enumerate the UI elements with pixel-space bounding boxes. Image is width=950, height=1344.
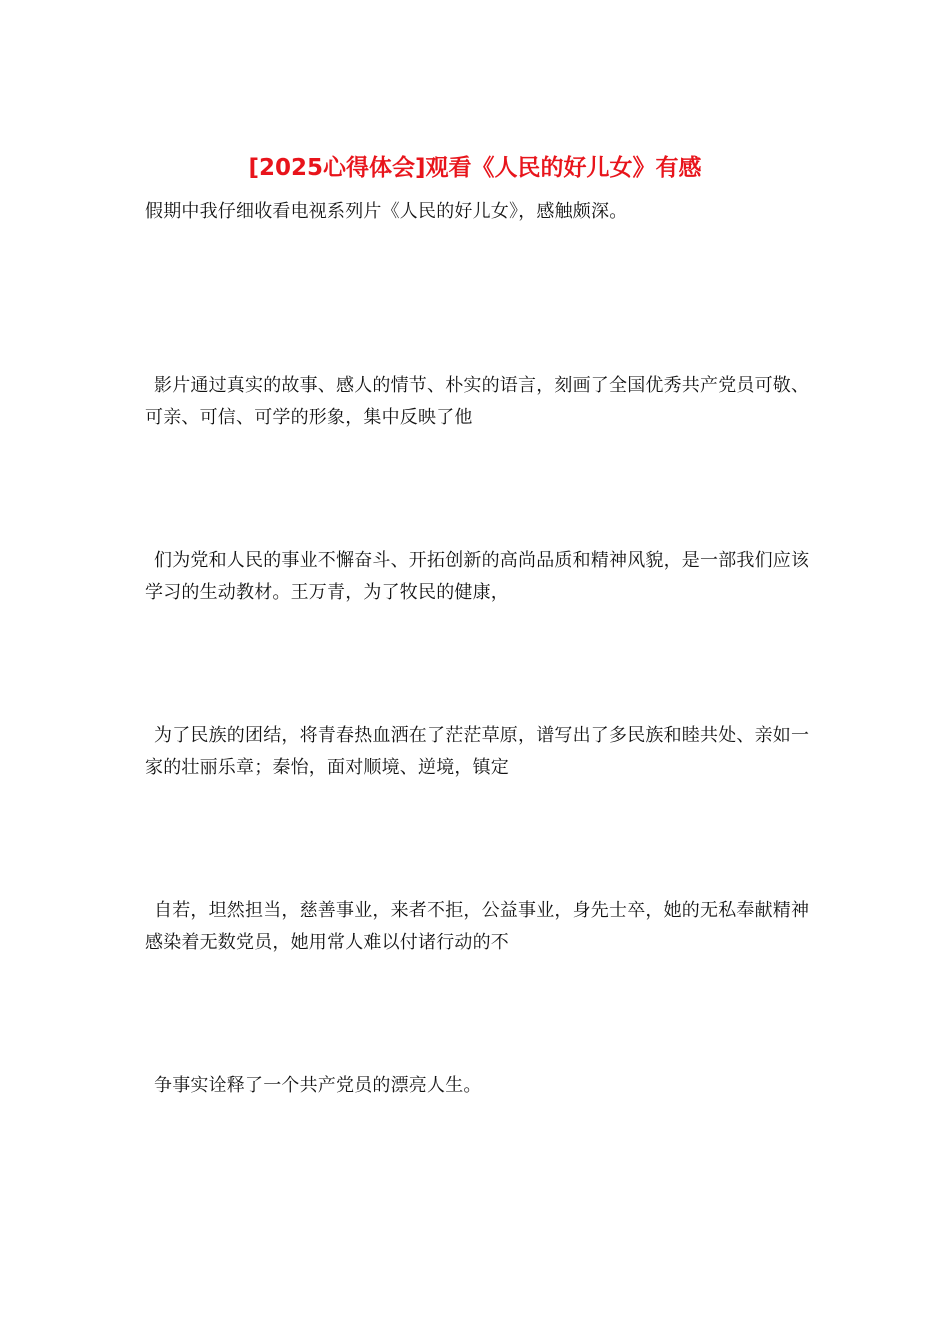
document-title: [2025心得体会]观看《人民的好儿女》有感 xyxy=(248,155,702,181)
paragraph-qin-yi: 自若，坦然担当，慈善事业，来者不拒，公益事业，身先士卒，她的无私奉献精神感染着无数党员，她用常人难以付诸行动的不 xyxy=(145,900,810,953)
paragraph-film-summary: 影片通过真实的故事、感人的情节、朴实的语言，刻画了全国优秀共产党员可敬、可亲、可信、可学的形象，集中反映了他 xyxy=(145,375,810,428)
paragraph-conclusion: 争事实诠释了一个共产党员的漂亮人生。 xyxy=(154,1075,482,1096)
paragraph-intro: 假期中我仔细收看电视系列片《人民的好儿女》，感触颇深。 xyxy=(145,201,628,222)
paragraph-wang-wanqing: 为了民族的团结，将青春热血洒在了茫茫草原，谱写出了多民族和睦共处、亲如一家的壮丽乐章；秦怡，面对顺境、逆境，镇定 xyxy=(145,725,810,778)
paragraph-spirit: 们为党和人民的事业不懈奋斗、开拓创新的高尚品质和精神风貌，是一部我们应该学习的生动教材。王万青，为了牧民的健康， xyxy=(145,550,810,603)
